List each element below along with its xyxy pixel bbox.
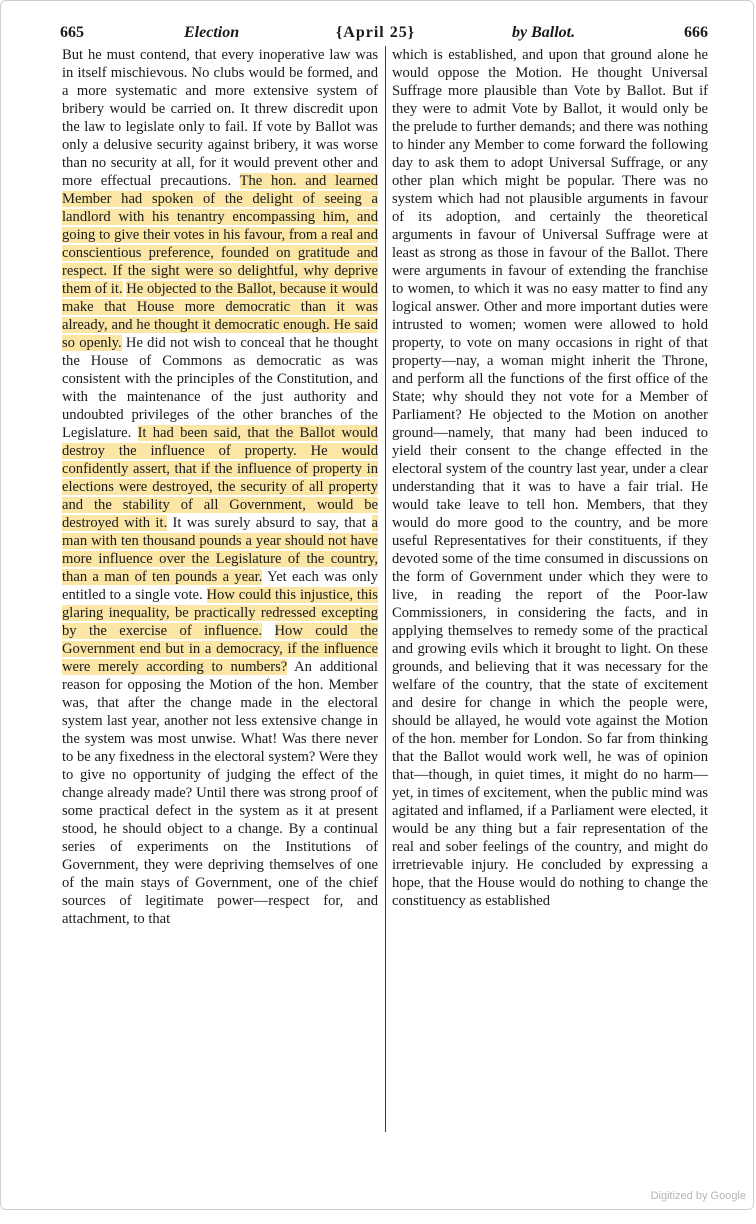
right-page-number: 666 <box>684 24 708 41</box>
highlighted-passage: He objected to the Ballot, because it would make that House more democratic than it was already, and he thought it democratic enough. He said so openly. <box>62 281 378 351</box>
running-date: {April 25} <box>336 24 416 41</box>
highlighted-passage: a man with ten thousand pounds a year should not have more influence over the Legislature of the country, than a man of ten pounds a year. <box>62 515 378 585</box>
highlighted-passage: How could the Government end but in a democracy, if the influence were merely according to numbers? <box>62 623 378 675</box>
column-divider <box>385 46 386 1132</box>
running-title-right: by Ballot. <box>512 24 576 41</box>
left-column <box>62 46 378 928</box>
text-passage: It was surely absurd to say, that <box>167 515 372 531</box>
text-passage: which is established, and upon that ground alone he would oppose the Motion. He thought Universal Suffrage more plausible than Vote by Ballot. But if they were to admit Vote by Ballot, it would only be the prelude to further demands; and there was nothing to hinder any Member to come forward the following day to ask them to adopt Universal Suffrage, or any other plan which might be popular. There was no system which had not plausible arguments in favour of its adoption, and certainly the theoretical arguments in favour of Universal Suffrage were at least as strong as those in favour of the Ballot. There were arguments in favour of extending the franchise to women, to which it was no easy matter to find any logical answer. Other and more important duties were intrusted to women; women were allowed to hold property, to vote on many occasions in right of that property—nay, a woman might inherit the Throne, and perform all the functions of the first office of the State; why should they not vote for a Member of Parliament? He objected to the Motion on another ground—namely, that many had been induced to yield their consent to the change effected in the electoral system of the country last year, under a clear understanding that it was to have a fair trial. He would take leave to tell hon. Members, that they would do more good to the country, and be more useful Representatives for their constituents, if they devoted some of the time consumed in discussions on the form of Government under which they were to live, in reading the report of the Poor-law Commissioners, in considering the facts, and in applying themselves to remedy some of the practical and growing evils which it brought to light. On these grounds, and believing that it was necessary for the welfare of the country, that the state of excitement and desire for change in which the people were, should be allayed, he would vote against the Motion of the hon. member for London. So far from thinking that the Ballot would work well, he was of opinion that—though, in quiet times, it might do no harm—yet, in times of excitement, when the public mind was agitated and inflamed, if a Parliament were elected, it would be any thing but a fair representation of the real and sober feelings of the country, and might do irretrievable injury. He concluded by expressing a hope, that the House would do nothing to change the constituency as established <box>392 47 708 909</box>
text-passage: Yet each was only entitled to a single vote. <box>62 569 378 603</box>
text-passage <box>262 623 274 639</box>
text-passage: He did not wish to conceal that he thought the House of Commons as democratic as was consistent with the principles of the Constitution, and with the maintenance of the just authority and undoubted privileges of the other branches of the Legislature. <box>62 335 378 441</box>
document-page <box>56 18 712 1136</box>
running-title-left: Election <box>184 24 240 41</box>
right-column <box>392 46 708 910</box>
highlighted-passage: How could this injustice, this glaring inequality, be practically redressed excepting by the exercise of influence. <box>62 587 378 639</box>
highlighted-passage: It had been said, that the Ballot would destroy the influence of property. He would confidently assert, that if the influence of property in elections were destroyed, the security of all property and the stability of all Government, would be destroyed with it. <box>62 425 378 531</box>
left-page-number: 665 <box>60 24 84 41</box>
text-passage: An additional reason for opposing the Motion of the hon. Member was, that after the change made in the electoral system last year, another not less extensive change in the system was most unwise. What! Was there never to be any fixedness in the electoral system? Were they to give no opportunity of judging the effect of the change already made? Until there was strong proof of some practical defect in the system as it at present stood, he should object to a change. By a continual series of experiments on the Institutions of Government, they were depriving themselves of one of the main stays of Government, one of the chief sources of legitimate power—respect for, and attachment, to that <box>62 659 378 927</box>
page-header <box>56 18 712 46</box>
text-passage: But he must contend, that every inoperative law was in itself mischievous. No clubs would be formed, and a more systematic and more extensive system of bribery would be carried on. It threw discredit upon the law to legislate only to fail. If vote by Ballot was only a delusive security against bribery, it was worse than no security at all, for it would prevent other and more effectual precautions. <box>62 47 378 189</box>
highlighted-passage: The hon. and learned Member had spoken of the delight of seeing a landlord with his tenantry encompassing him, and going to give their votes in his favour, from a real and conscientious preference, founded on gratitude and respect. If the sight were so delightful, why deprive them of it. <box>62 173 379 297</box>
digitized-watermark: Digitized by Google <box>650 1190 746 1202</box>
text-columns <box>56 46 712 1136</box>
